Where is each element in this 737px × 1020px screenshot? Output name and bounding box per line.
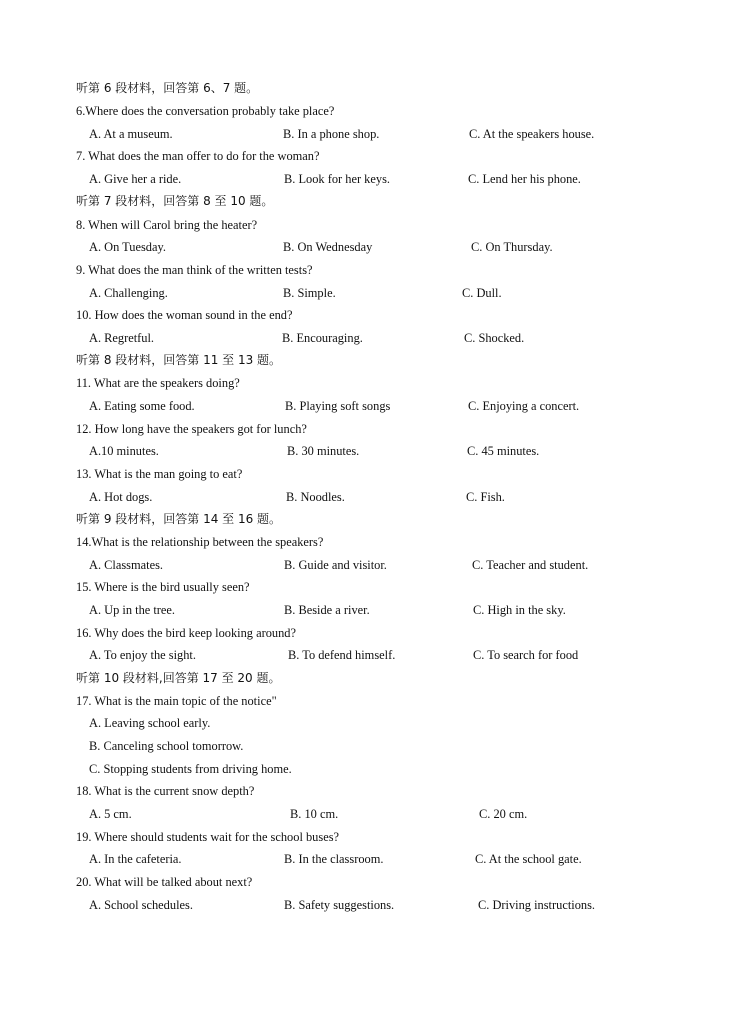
option-c: C. Dull. — [462, 286, 502, 300]
section-text: 听第 7 段材料，回答第 8 至 10 题。 — [76, 194, 274, 208]
question-stem: 18. What is the current snow depth? — [76, 784, 255, 798]
question-stem: 7. What does the man offer to do for the woman? — [76, 149, 320, 163]
option-a: A. School schedules. — [89, 898, 193, 912]
question-stem: 20. What will be talked about next? — [76, 875, 253, 889]
question-20 — [0, 873, 737, 891]
option-b: B. Guide and visitor. — [284, 558, 387, 572]
options-18 — [0, 805, 737, 823]
option-a: A. Classmates. — [89, 558, 163, 572]
question-16 — [0, 624, 737, 642]
option-a: A. Eating some food. — [89, 399, 195, 413]
option-c: C. Teacher and student. — [472, 558, 589, 572]
question-stem: 19. Where should students wait for the school buses? — [76, 830, 340, 844]
question-9 — [0, 261, 737, 279]
option-c: C. At the speakers house. — [469, 127, 595, 141]
option-b: B. Canceling school tomorrow. — [89, 739, 244, 753]
question-8 — [0, 216, 737, 234]
option-17-a — [0, 714, 737, 732]
option-c: C. High in the sky. — [473, 603, 566, 617]
question-stem: 13. What is the man going to eat? — [76, 467, 243, 481]
options-11 — [0, 397, 737, 415]
option-17-c — [0, 760, 737, 778]
option-c: C. To search for food — [473, 648, 579, 662]
option-c: C. 20 cm. — [479, 807, 528, 821]
question-13 — [0, 465, 737, 483]
option-c: C. Enjoying a concert. — [468, 399, 580, 413]
question-stem: 16. Why does the bird keep looking around? — [76, 626, 297, 640]
question-14 — [0, 533, 737, 551]
question-7 — [0, 147, 737, 165]
options-14 — [0, 556, 737, 574]
option-a: A. Regretful. — [89, 331, 155, 345]
option-c: C. On Thursday. — [471, 240, 553, 254]
option-a: A. Give her a ride. — [89, 172, 182, 186]
options-9 — [0, 284, 737, 302]
section-heading-6 — [0, 79, 737, 97]
question-stem: 9. What does the man think of the written tests? — [76, 263, 313, 277]
options-10 — [0, 329, 737, 347]
option-c: C. Driving instructions. — [478, 898, 596, 912]
option-b: B. Playing soft songs — [285, 399, 391, 413]
section-text: 听第 10 段材料,回答第 17 至 20 题。 — [76, 671, 281, 685]
section-heading-9 — [0, 510, 737, 528]
option-a: A.10 minutes. — [89, 444, 159, 458]
question-stem: 11. What are the speakers doing? — [76, 376, 240, 390]
option-a: A. 5 cm. — [89, 807, 132, 821]
question-18 — [0, 782, 737, 800]
option-b: B. Simple. — [283, 286, 336, 300]
option-b: B. Beside a river. — [284, 603, 370, 617]
question-15 — [0, 578, 737, 596]
option-c: C. Shocked. — [464, 331, 525, 345]
section-text: 听第 8 段材料，回答第 11 至 13 题。 — [76, 353, 282, 367]
option-c: C. Fish. — [466, 490, 505, 504]
option-a: A. At a museum. — [89, 127, 173, 141]
option-a: A. On Tuesday. — [89, 240, 166, 254]
section-text: 听第 9 段材料，回答第 14 至 16 题。 — [76, 512, 282, 526]
option-c: C. At the school gate. — [475, 852, 582, 866]
option-c: C. Lend her his phone. — [468, 172, 581, 186]
section-heading-8 — [0, 351, 737, 369]
options-6 — [0, 125, 737, 143]
options-7 — [0, 170, 737, 188]
option-c: C. Stopping students from driving home. — [89, 762, 292, 776]
options-16 — [0, 646, 737, 664]
option-a: A. Leaving school early. — [89, 716, 211, 730]
section-text: 听第 6 段材料，回答第 6、7 题。 — [76, 81, 259, 95]
option-b: B. 30 minutes. — [287, 444, 360, 458]
option-b: B. To defend himself. — [288, 648, 396, 662]
options-8 — [0, 238, 737, 256]
question-stem: 12. How long have the speakers got for lunch? — [76, 422, 307, 436]
option-b: B. In a phone shop. — [283, 127, 380, 141]
question-stem: 15. Where is the bird usually seen? — [76, 580, 250, 594]
options-13 — [0, 488, 737, 506]
option-b: B. Safety suggestions. — [284, 898, 395, 912]
question-11 — [0, 374, 737, 392]
question-stem: 14.What is the relationship between the speakers? — [76, 535, 324, 549]
option-b: B. On Wednesday — [283, 240, 373, 254]
option-a: A. Up in the tree. — [89, 603, 176, 617]
options-15 — [0, 601, 737, 619]
question-stem: 10. How does the woman sound in the end? — [76, 308, 293, 322]
option-b: B. 10 cm. — [290, 807, 339, 821]
question-stem: 8. When will Carol bring the heater? — [76, 218, 258, 232]
option-b: B. Look for her keys. — [284, 172, 390, 186]
section-heading-7 — [0, 192, 737, 210]
question-10 — [0, 306, 737, 324]
option-17-b — [0, 737, 737, 755]
question-17 — [0, 692, 737, 710]
question-stem: 6.Where does the conversation probably take place? — [76, 104, 335, 118]
option-a: A. To enjoy the sight. — [89, 648, 196, 662]
question-stem: 17. What is the main topic of the notice" — [76, 694, 277, 708]
options-19 — [0, 850, 737, 868]
options-20 — [0, 896, 737, 914]
question-19 — [0, 828, 737, 846]
section-heading-10 — [0, 669, 737, 687]
option-a: A. Challenging. — [89, 286, 168, 300]
option-a: A. In the cafeteria. — [89, 852, 182, 866]
question-6 — [0, 102, 737, 120]
option-c: C. 45 minutes. — [467, 444, 540, 458]
option-b: B. In the classroom. — [284, 852, 384, 866]
option-a: A. Hot dogs. — [89, 490, 153, 504]
options-12 — [0, 442, 737, 460]
question-12 — [0, 420, 737, 438]
option-b: B. Noodles. — [286, 490, 345, 504]
option-b: B. Encouraging. — [282, 331, 363, 345]
